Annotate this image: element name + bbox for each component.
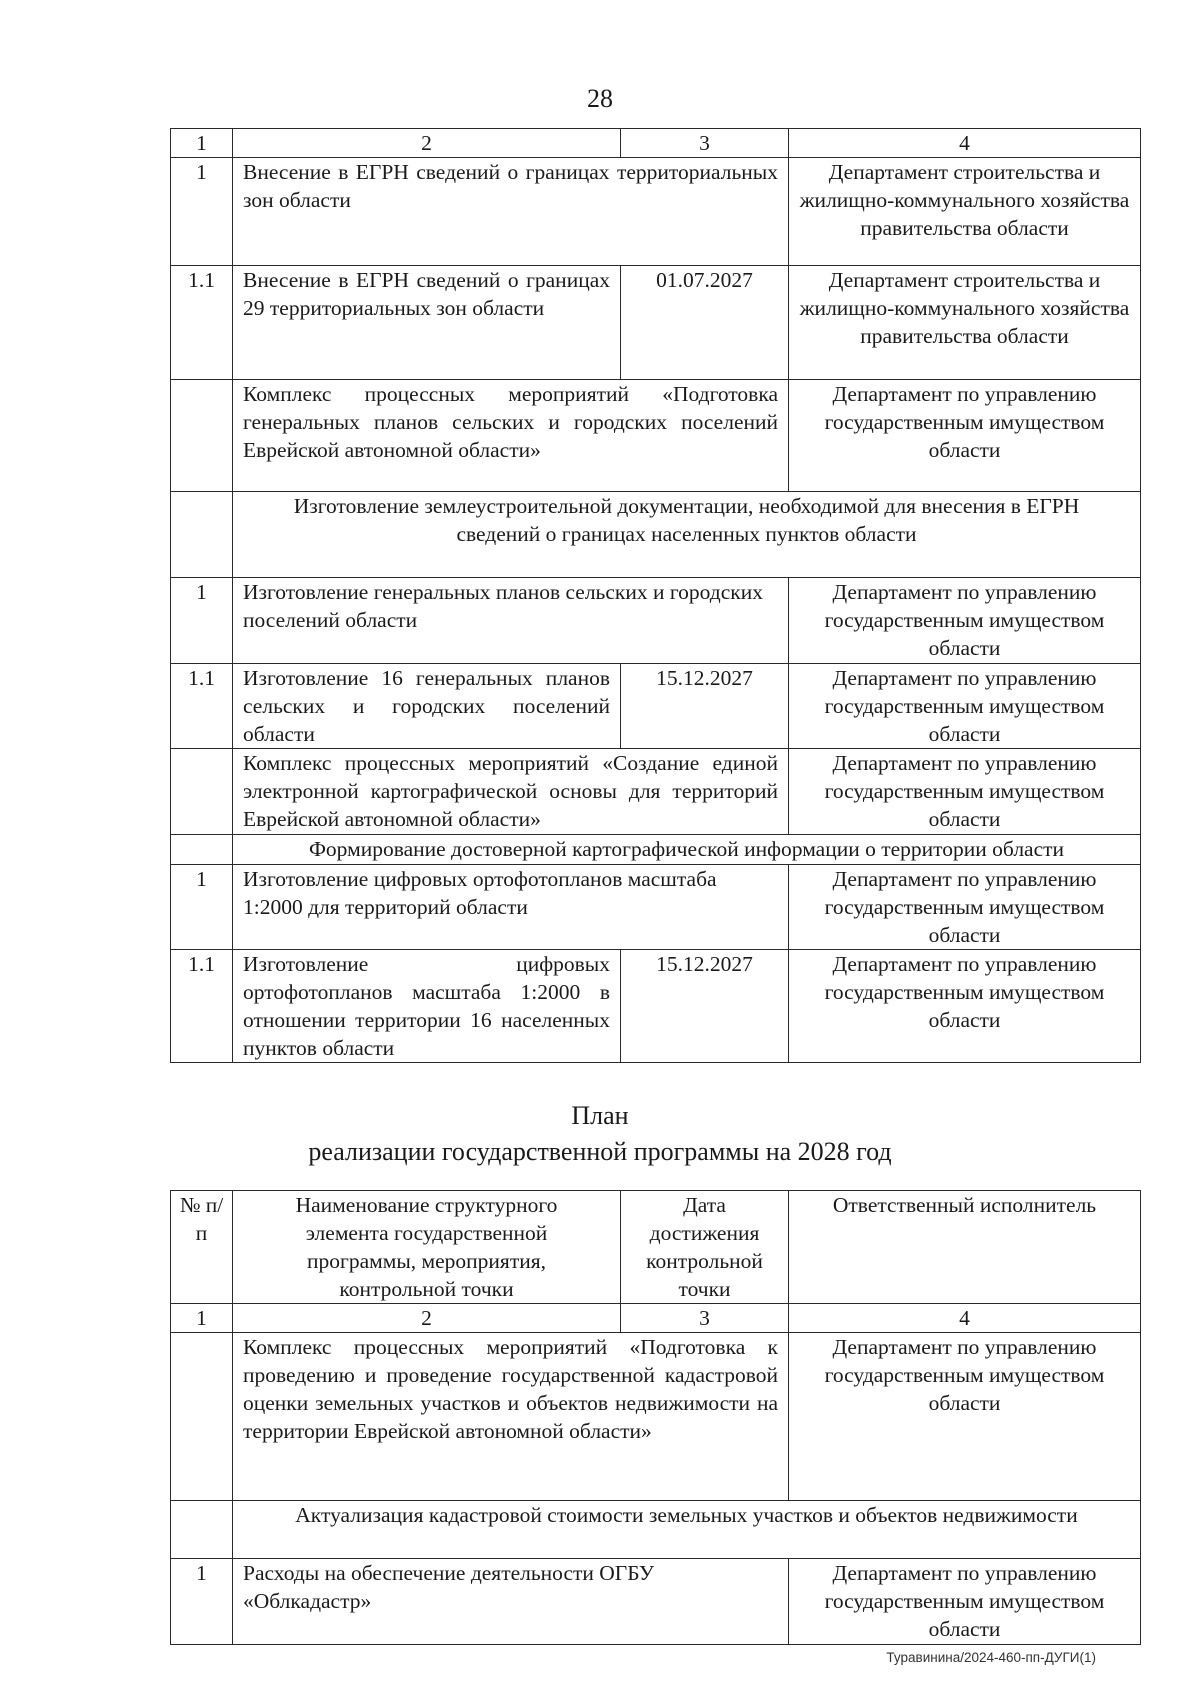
row-name: Комплекс процессных мероприятий «Подготовка генеральных планов сельских и городских поселений Еврейской автономной области» (233, 380, 789, 492)
plan-title (0, 1098, 1200, 1170)
header-cell: 1 (171, 1304, 233, 1333)
row-responsible: Департамент по управлению государственным имуществом области (789, 380, 1141, 492)
row-number (171, 380, 233, 492)
row-number (171, 835, 233, 865)
row-number: 1 (171, 578, 233, 664)
header-cell: 2 (233, 1304, 621, 1333)
row-number (171, 1333, 233, 1501)
row-name: Изготовление цифровых ортофотопланов масштаба 1:2000 для территорий области (233, 865, 789, 950)
row-name: Внесение в ЕГРН сведений о границах 29 территориальных зон области (233, 266, 621, 380)
column-title-responsible: Ответственный исполнитель (789, 1191, 1141, 1304)
row-number: 1.1 (171, 950, 233, 1063)
row-name: Комплекс процессных мероприятий «Создание единой электронной картографической основы для территорий Еврейской автономной области» (233, 749, 789, 835)
table-row (171, 380, 1141, 492)
table-row (171, 865, 1141, 950)
table-2027-continuation (170, 128, 1141, 1063)
header-cell: 3 (621, 129, 789, 158)
plan-title-line-2: реализации государственной программы на 2028 год (308, 1137, 892, 1166)
column-titles-row (171, 1191, 1141, 1304)
header-cell: 3 (621, 1304, 789, 1333)
row-date: 15.12.2027 (621, 664, 789, 749)
table-row (171, 950, 1141, 1063)
column-title-date: Дата достижения контрольной точки (621, 1191, 789, 1304)
row-number: 1 (171, 158, 233, 266)
section-title: Формирование достоверной картографической информации о территории области (233, 835, 1141, 865)
table-row (171, 266, 1141, 380)
row-name: Изготовление цифровых ортофотопланов масштаба 1:2000 в отношении территории 16 населенных пунктов области (233, 950, 621, 1063)
table-row (171, 578, 1141, 664)
column-title-name: Наименование структурного элемента государственной программы, мероприятия, контрольной точки (233, 1191, 621, 1304)
section-row (171, 1501, 1141, 1559)
table-header-row (171, 1304, 1141, 1333)
row-number: 1.1 (171, 266, 233, 380)
table-row (171, 664, 1141, 749)
row-number (171, 749, 233, 835)
plan-title-line-1: План (571, 1101, 629, 1130)
column-title-number: № п/п (171, 1191, 233, 1304)
table-row (171, 158, 1141, 266)
table-row (171, 749, 1141, 835)
row-name: Расходы на обеспечение деятельности ОГБУ «Облкадастр» (233, 1559, 789, 1645)
section-title: Изготовление землеустроительной документации, необходимой для внесения в ЕГРН сведений о границах населенных пунктов области (233, 492, 1141, 578)
header-cell: 2 (233, 129, 621, 158)
header-cell: 4 (789, 129, 1141, 158)
table-row (171, 1333, 1141, 1501)
table-row (171, 1559, 1141, 1645)
row-number (171, 492, 233, 578)
header-cell: 4 (789, 1304, 1141, 1333)
row-number: 1 (171, 1559, 233, 1645)
row-responsible: Департамент строительства и жилищно-коммунального хозяйства правительства области (789, 158, 1141, 266)
section-title: Актуализация кадастровой стоимости земельных участков и объектов недвижимости (233, 1501, 1141, 1559)
row-responsible: Департамент по управлению государственным имуществом области (789, 664, 1141, 749)
header-cell: 1 (171, 129, 233, 158)
row-name: Изготовление генеральных планов сельских и городских поселений области (233, 578, 789, 664)
table-2028-plan (170, 1190, 1141, 1645)
row-responsible: Департамент по управлению государственным имуществом области (789, 865, 1141, 950)
section-row (171, 492, 1141, 578)
row-number (171, 1501, 233, 1559)
section-row (171, 835, 1141, 865)
row-responsible: Департамент по управлению государственным имуществом области (789, 1559, 1141, 1645)
row-name: Внесение в ЕГРН сведений о границах территориальных зон области (233, 158, 789, 266)
row-number: 1.1 (171, 664, 233, 749)
row-date: 15.12.2027 (621, 950, 789, 1063)
row-name: Изготовление 16 генеральных планов сельских и городских поселений области (233, 664, 621, 749)
row-number: 1 (171, 865, 233, 950)
row-responsible: Департамент по управлению государственным имуществом области (789, 1333, 1141, 1501)
row-responsible: Департамент по управлению государственным имуществом области (789, 578, 1141, 664)
row-date: 01.07.2027 (621, 266, 789, 380)
row-responsible: Департамент по управлению государственным имуществом области (789, 950, 1141, 1063)
row-responsible: Департамент по управлению государственным имуществом области (789, 749, 1141, 835)
table-header-row (171, 129, 1141, 158)
document-footer: Туравинина/2024-460-пп-ДУГИ(1) (886, 1650, 1096, 1665)
row-name: Комплекс процессных мероприятий «Подготовка к проведению и проведение государственной кадастровой оценки земельных участков и объектов недвижимости на территории Еврейской автономной области» (233, 1333, 789, 1501)
page-number: 28 (587, 84, 613, 113)
row-responsible: Департамент строительства и жилищно-коммунального хозяйства правительства области (789, 266, 1141, 380)
